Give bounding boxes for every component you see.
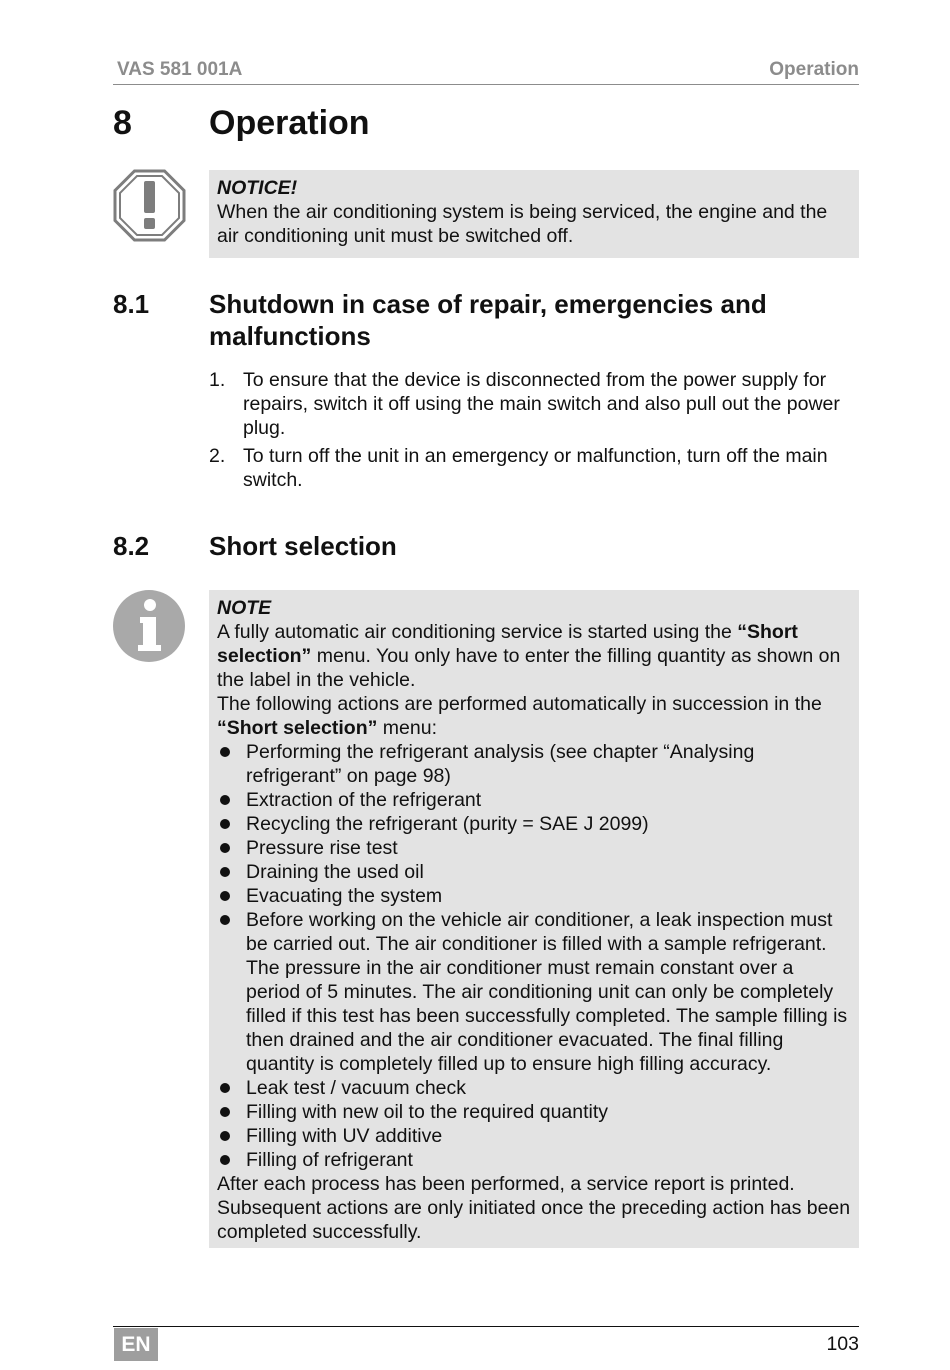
list-item xyxy=(217,884,851,908)
bullet-icon xyxy=(220,915,230,925)
list-item xyxy=(217,1100,851,1124)
list-item xyxy=(217,836,851,860)
list-item xyxy=(217,1124,851,1148)
note-text: menu: xyxy=(377,717,437,739)
header-section-name: Operation xyxy=(769,59,859,80)
list-item-text: Filling with new oil to the required quantity xyxy=(246,1101,609,1123)
list-item xyxy=(217,1076,851,1100)
step-number: 2. xyxy=(209,445,226,467)
bullet-icon xyxy=(220,747,230,757)
list-item-text: Before working on the vehicle air conditioner, a leak inspection must be carried out. The air conditioner is filled with a sample refrigerant. The pressure in the air conditioner must remain constant over a period of 5 minutes. The air conditioning unit can only be completely filled if this test has been successfully completed. The sample filling is then drained and the air conditioner evacuated. The final filling quantity is completely filled up to ensure high filling accuracy. xyxy=(246,909,848,1075)
list-item-text: Extraction of the refrigerant xyxy=(246,789,482,811)
list-item-text: Recycling the refrigerant (purity = SAE J 2099) xyxy=(246,813,649,835)
note-text: menu. You only have to enter the filling quantity as shown on the label in the vehicle. xyxy=(217,645,841,691)
list-item-text: Performing the refrigerant analysis (see chapter “Analysing refrigerant” on page 98) xyxy=(246,741,755,787)
info-icon xyxy=(112,589,186,663)
bullet-icon xyxy=(220,891,230,901)
note-paragraph xyxy=(217,620,851,692)
list-item-text: Draining the used oil xyxy=(246,861,424,883)
header-divider xyxy=(113,84,859,85)
notice-box xyxy=(209,170,859,258)
list-item-text: Pressure rise test xyxy=(246,837,398,859)
actions-list xyxy=(217,740,851,1172)
list-item xyxy=(217,908,851,1076)
section-number: 8.2 xyxy=(113,531,150,561)
notice-warning-icon xyxy=(113,169,186,242)
note-paragraph xyxy=(217,692,851,740)
notice-title: NOTICE! xyxy=(217,177,298,199)
list-item xyxy=(217,788,851,812)
note-box xyxy=(209,590,859,1248)
bullet-icon xyxy=(220,819,230,829)
list-item xyxy=(209,368,859,440)
header-document-code: VAS 581 001A xyxy=(117,59,243,80)
bullet-icon xyxy=(220,1155,230,1165)
footer-divider xyxy=(113,1326,859,1327)
notice-text: When the air conditioning system is being serviced, the engine and the air conditioning unit must be switched off. xyxy=(217,201,828,247)
bullet-icon xyxy=(220,1107,230,1117)
note-text: The following actions are performed automatically in succession in the xyxy=(217,693,822,715)
note-text: A fully automatic air conditioning service is started using the xyxy=(217,621,738,643)
page-number: 103 xyxy=(826,1333,859,1355)
note-title: NOTE xyxy=(217,597,272,619)
chapter-title: Operation xyxy=(209,104,370,142)
bullet-icon xyxy=(220,795,230,805)
bullet-icon xyxy=(220,843,230,853)
list-item xyxy=(217,860,851,884)
list-item xyxy=(217,812,851,836)
list-item-text: Evacuating the system xyxy=(246,885,443,907)
bullet-icon xyxy=(220,867,230,877)
list-item xyxy=(217,740,851,788)
list-item xyxy=(209,444,859,492)
bullet-icon xyxy=(220,1131,230,1141)
step-number: 1. xyxy=(209,369,226,391)
list-item-text: Leak test / vacuum check xyxy=(246,1077,467,1099)
list-item-text: Filling of refrigerant xyxy=(246,1149,413,1171)
step-text: To ensure that the device is disconnected from the power supply for repairs, switch it off using the main switch and also pull out the power plug. xyxy=(243,369,840,439)
chapter-number: 8 xyxy=(113,104,132,142)
step-text: To turn off the unit in an emergency or malfunction, turn off the main switch. xyxy=(243,445,828,491)
section-title: Shutdown in case of repair, emergencies and malfunctions xyxy=(209,289,767,351)
bullet-icon xyxy=(220,1083,230,1093)
menu-name: “Short selection” xyxy=(217,717,378,739)
menu-name: “Short selection” xyxy=(217,621,798,667)
list-item-text: Filling with UV additive xyxy=(246,1125,443,1147)
list-item xyxy=(217,1148,851,1172)
section-number: 8.1 xyxy=(113,289,150,319)
note-closing-text: After each process has been performed, a service report is printed. Subsequent actions are only initiated once the preceding action has been completed successfully. xyxy=(217,1173,851,1243)
section-title: Short selection xyxy=(209,531,397,561)
shutdown-steps-list xyxy=(209,368,859,496)
language-badge: EN xyxy=(114,1328,158,1361)
